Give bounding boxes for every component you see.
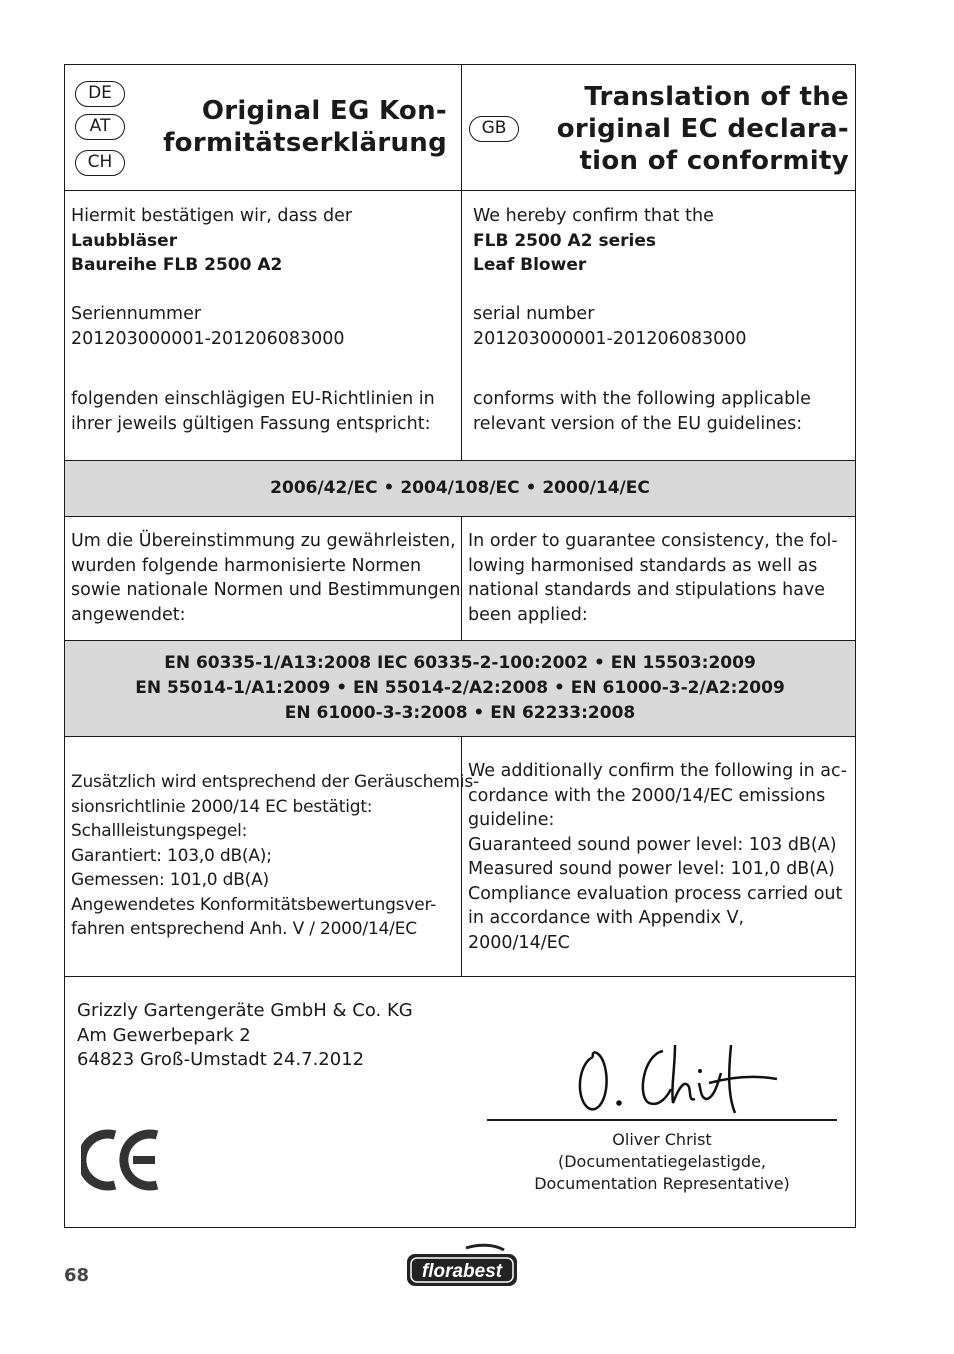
signature-line (487, 1119, 837, 1121)
guideline-text: conforms with the following applicable (473, 389, 811, 409)
right-title-line: tion of conformity (579, 146, 849, 176)
serial-label: Seriennummer (71, 304, 202, 324)
intro-text: We hereby confirm that the (473, 206, 714, 226)
standards-row (65, 641, 855, 737)
signatory-role: Documentation Representative) (534, 1174, 790, 1193)
text-line: Angewendetes Konformitätsbewertungsver- (71, 894, 437, 915)
right-title-line: original EC declara- (556, 114, 849, 144)
guideline-text: relevant version of the EU guidelines: (473, 413, 803, 434)
left-title-line: Original EG Kon- (201, 96, 447, 126)
signatory-block (487, 1129, 837, 1195)
header-row (65, 65, 855, 191)
product-name: Laubbläser (71, 230, 178, 251)
guaranteed-level: Guaranteed sound power level: 103 dB(A) (468, 834, 837, 855)
directives-list: 2006/42/EC • 2004/108/EC • 2000/14/EC (270, 478, 650, 498)
column-divider (461, 65, 462, 190)
guideline-text: ihrer jeweils gültigen Fassung entspricht: (71, 413, 431, 434)
text-line: lowing harmonised standards as well as (468, 555, 818, 576)
intro-row (65, 191, 855, 461)
standards-intro-german (71, 529, 461, 627)
right-title-line: Translation of the (584, 82, 849, 112)
text-line: Compliance evaluation process carried out (468, 883, 843, 904)
left-title-line: formitätserklärung (163, 128, 447, 158)
standards-line: EN 61000-3-3:2008 • EN 62233:2008 (284, 703, 636, 723)
svg-text:florabest: florabest (421, 1261, 503, 1282)
text-line: Zusätzlich wird entsprechend der Geräuschemis- (71, 772, 479, 792)
text-line: In order to guarantee consistency, the fol- (468, 531, 838, 551)
text-line: national standards and stipulations have (468, 580, 826, 600)
page-number: 68 (64, 1265, 90, 1286)
column-divider (461, 191, 462, 460)
text-line: We additionally confirm the following in ac- (468, 761, 847, 781)
product-series: FLB 2500 A2 series (473, 230, 656, 251)
company-street: Am Gewerbepark 2 (77, 1024, 251, 1046)
guaranteed-level: Garantiert: 103,0 dB(A); (71, 845, 272, 866)
text-line: angewendet: (71, 604, 186, 625)
country-badge-at: AT (75, 114, 125, 140)
country-badge-ch: CH (75, 150, 125, 176)
text-line: fahren entsprechend Anh. V / 2000/14/EC (71, 919, 417, 939)
text-line: Schallleistungspegel: (71, 821, 248, 841)
column-divider (461, 517, 462, 640)
text-line: guideline: (468, 810, 555, 830)
noise-row (65, 737, 855, 977)
product-series: Baureihe FLB 2500 A2 (71, 255, 283, 275)
company-city-date: 64823 Groß-Umstadt 24.7.2012 (77, 1049, 365, 1070)
signatory-role: (Documentatiegelastigde, (557, 1152, 767, 1171)
intro-german (71, 204, 455, 436)
handwritten-signature (571, 1037, 781, 1117)
standards-intro-row (65, 517, 855, 641)
standards-line: EN 55014-1/A1:2009 • EN 55014-2/A2:2008 • EN 61000-3-2/A2:2009 (135, 678, 785, 698)
serial-value: 201203000001-201206083000 (473, 328, 747, 349)
measured-level: Measured sound power level: 101,0 dB(A) (468, 859, 835, 879)
serial-label: serial number (473, 304, 595, 324)
ce-mark-icon (81, 1127, 163, 1193)
standards-list (65, 651, 855, 726)
text-line: sowie nationale Normen und Bestimmungen (71, 580, 461, 600)
standards-intro-english (468, 529, 850, 627)
signatory-name: Oliver Christ (612, 1130, 712, 1149)
noise-german (71, 770, 479, 942)
text-line: in accordance with Appendix V, (468, 908, 745, 928)
intro-text: Hiermit bestätigen wir, dass der (71, 206, 353, 226)
country-badge-de: DE (75, 81, 125, 107)
intro-english (473, 204, 855, 436)
measured-level: Gemessen: 101,0 dB(A) (71, 870, 269, 890)
florabest-logo (404, 1242, 520, 1290)
directives-row (65, 461, 855, 517)
text-line: sionsrichtlinie 2000/14 EC bestätigt: (71, 796, 373, 817)
country-badge-gb: GB (469, 116, 519, 142)
serial-value: 201203000001-201206083000 (71, 328, 345, 349)
text-line: been applied: (468, 604, 588, 625)
company-name: Grizzly Gartengeräte GmbH & Co. KG (77, 1000, 413, 1021)
standards-line: EN 60335-1/A13:2008 IEC 60335-2-100:2002 • EN 15503:2009 (164, 653, 756, 673)
text-line: 2000/14/EC (468, 932, 570, 953)
left-title (127, 95, 447, 159)
right-title (519, 81, 849, 177)
product-name: Leaf Blower (473, 255, 587, 275)
text-line: cordance with the 2000/14/EC emissions (468, 785, 826, 806)
company-address (77, 999, 413, 1073)
guideline-text: folgenden einschlägigen EU-Richtlinien in (71, 389, 435, 409)
text-line: wurden folgende harmonisierte Normen (71, 555, 422, 576)
declaration-frame (64, 64, 856, 1228)
noise-english (468, 759, 850, 955)
text-line: Um die Übereinstimmung zu gewährleisten, (71, 531, 456, 551)
